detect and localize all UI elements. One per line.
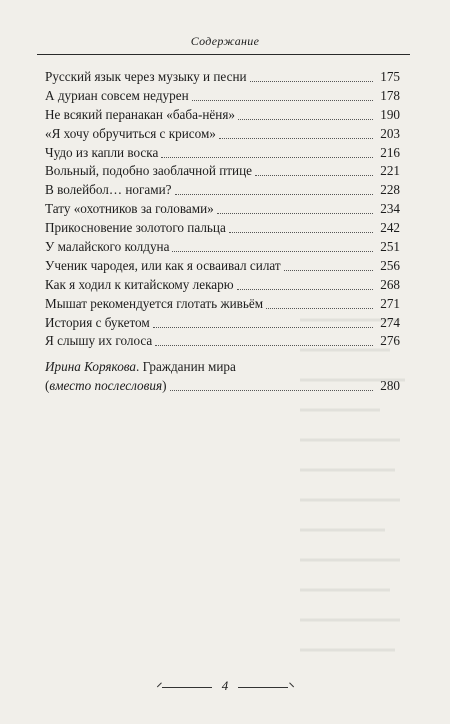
toc-entry-title: Чудо из капли воска (45, 144, 159, 160)
page-number: 4 (221, 678, 229, 693)
toc-entry-page: 274 (380, 314, 400, 330)
header-rule (37, 54, 410, 55)
toc-entry (45, 106, 400, 125)
page-footer (0, 678, 450, 698)
leader-dots (250, 81, 373, 82)
table-of-contents (45, 68, 400, 351)
leader-dots (255, 175, 373, 176)
toc-entry-title: Мышат рекомендуется глотать живьём (45, 295, 264, 311)
toc-entry (45, 181, 400, 200)
toc-entry-page: 242 (380, 220, 400, 236)
toc-entry (45, 200, 400, 219)
toc-entry-page: 221 (380, 163, 400, 179)
leader-dots (161, 157, 373, 158)
toc-entry-title: История с букетом (45, 314, 150, 330)
toc-entry-title: «Я хочу обручиться с крисом» (45, 125, 216, 141)
toc-entry-page: 268 (380, 276, 400, 292)
toc-entry-title: А дуриан совсем недурен (45, 87, 189, 103)
toc-entry-title: Не всякий перанакан «баба-нёня» (45, 106, 235, 122)
toc-entry-title: Я слышу их голоса (45, 333, 153, 349)
toc-entry (45, 68, 400, 87)
leader-dots (238, 119, 373, 120)
toc-entry-page: 203 (380, 125, 400, 141)
afterword-page: 280 (380, 377, 400, 393)
leader-dots (217, 213, 373, 214)
toc-entry-title: Ученик чародея, или как я осваивал силат (45, 257, 281, 273)
toc-entry (45, 162, 400, 181)
toc-entry-title: Как я ходил к китайскому лекарю (45, 276, 234, 292)
toc-entry-title: В волейбол… ногами? (45, 182, 172, 198)
afterword-title: . Гражданин мира (136, 359, 236, 374)
afterword-subtitle-wrap (45, 377, 167, 396)
leader-dots (266, 308, 373, 309)
leader-dots (192, 100, 373, 101)
toc-entry (45, 276, 400, 295)
open-paren: ( (45, 377, 50, 393)
toc-entry-title: У малайского колдуна (45, 239, 170, 255)
leader-dots (284, 270, 373, 271)
toc-entry (45, 238, 400, 257)
toc-entry-page: 190 (380, 106, 400, 122)
leader-dots (237, 289, 373, 290)
toc-entry (45, 87, 400, 106)
toc-entry (45, 219, 400, 238)
ornament-rule-right (238, 687, 288, 688)
toc-entry-page: 251 (380, 239, 400, 255)
show-through-texture (300, 310, 410, 660)
toc-entry-page: 276 (380, 333, 400, 349)
toc-entry-title: Русский язык через музыку и песни (45, 69, 247, 84)
toc-entry (45, 125, 400, 144)
leader-dots (175, 194, 373, 195)
afterword-subtitle: вместо послесловия (49, 377, 163, 393)
toc-entry-page: 178 (380, 87, 400, 103)
toc-entry-title: Вольный, подобно заоблачной птице (45, 163, 252, 179)
toc-entry-page: 234 (380, 201, 400, 217)
toc-entry (45, 257, 400, 276)
toc-entry-page: 216 (380, 144, 400, 160)
afterword-author: Ирина Корякова (45, 359, 137, 374)
close-paren: ) (162, 377, 167, 393)
toc-entry-page: 271 (380, 295, 400, 311)
leader-dots (172, 251, 373, 252)
leader-dots (219, 138, 373, 139)
toc-entry-title: Тату «охотников за головами» (45, 201, 214, 217)
toc-entry (45, 144, 400, 163)
leader-dots (229, 232, 373, 233)
toc-entry-page: 228 (380, 182, 400, 198)
toc-entry-page: 175 (380, 69, 400, 84)
toc-entry-page: 256 (380, 257, 400, 273)
running-header: Содержание (190, 34, 260, 48)
toc-entry-title: Прикосновение золотого пальца (45, 220, 226, 236)
